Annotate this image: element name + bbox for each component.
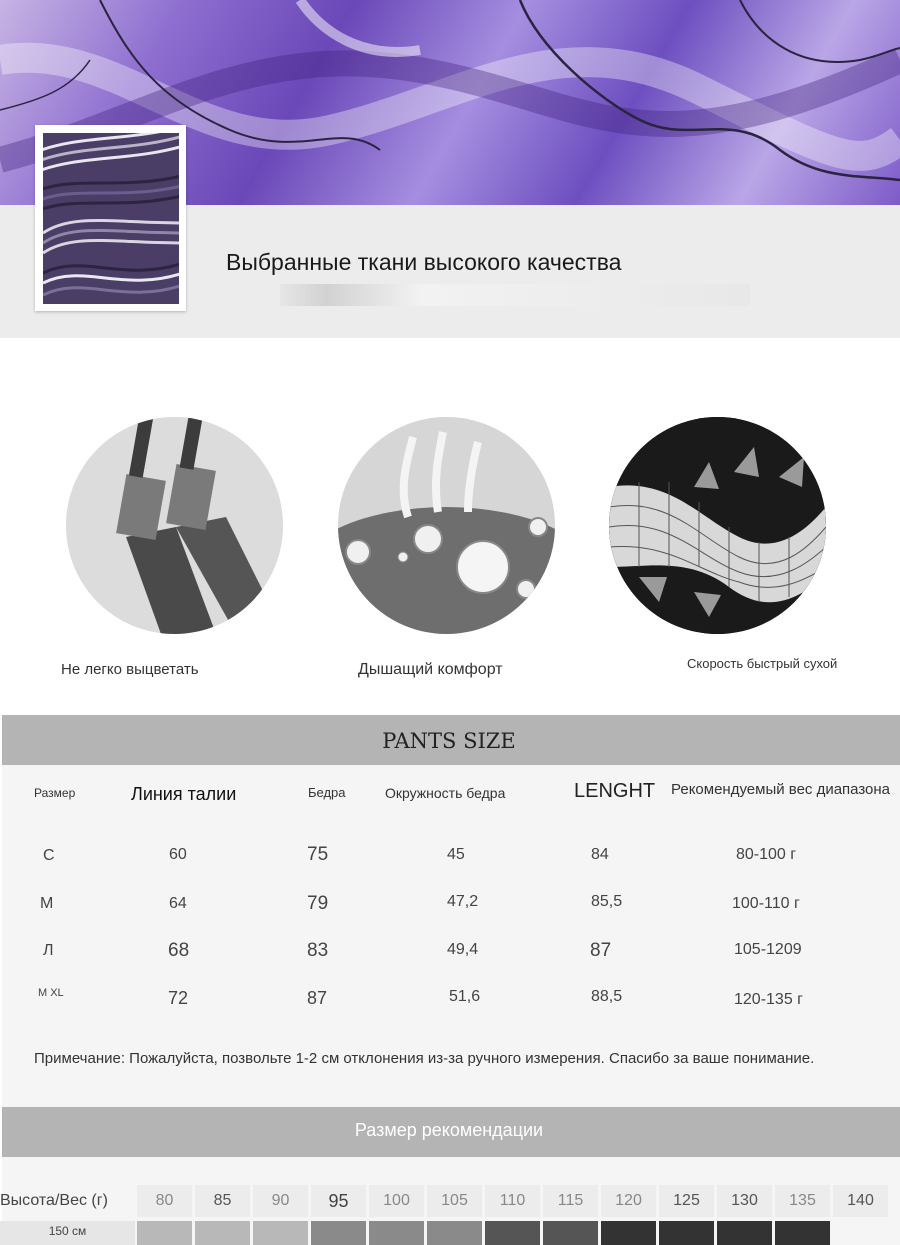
- hips-cell: 87: [307, 988, 328, 1008]
- size-fill-cell: [311, 1221, 366, 1245]
- caption-underline: [280, 284, 750, 306]
- weight-column-header: 120: [601, 1185, 656, 1217]
- size-fill-cell: [485, 1221, 540, 1245]
- length-cell: 88,5: [591, 988, 623, 1005]
- water-droplet-icon: [338, 417, 555, 634]
- waist-cell: 60: [169, 846, 187, 863]
- weight-cell: 100-110 г: [732, 895, 800, 912]
- size-cell: M XL: [38, 987, 64, 999]
- col-header-hips: Бедра: [308, 785, 346, 800]
- weight-column-header: 135: [775, 1185, 830, 1217]
- weight-column-header: 90: [253, 1185, 308, 1217]
- length-cell: 87: [590, 940, 612, 961]
- size-fill-cell: [543, 1221, 598, 1245]
- grid-row-header: Высота/Вес (г): [0, 1192, 108, 1209]
- size-table-title: PANTS SIZE: [382, 729, 516, 753]
- size-fill-cell: [137, 1221, 192, 1245]
- thigh-cell: 51,6: [449, 988, 481, 1005]
- fabric-swatch-image: [43, 133, 179, 304]
- size-fill-cell: [195, 1221, 250, 1245]
- size-fill-cell: [369, 1221, 424, 1245]
- weight-cell: 105-1209: [734, 941, 802, 958]
- weight-column-header: 80: [137, 1185, 192, 1217]
- length-cell: 85,5: [591, 893, 623, 910]
- length-cell: 84: [591, 846, 609, 863]
- weight-column-header: 85: [195, 1185, 250, 1217]
- size-fill-cell: [601, 1221, 656, 1245]
- weight-column-header: 130: [717, 1185, 772, 1217]
- waist-cell: 72: [168, 988, 189, 1008]
- hips-cell: 75: [307, 844, 329, 865]
- weight-column-header: 100: [369, 1185, 424, 1217]
- weight-column-header: 105: [427, 1185, 482, 1217]
- quick-dry-mesh-icon: [609, 417, 826, 634]
- col-header-waist: Линия талии: [131, 784, 237, 804]
- col-header-weight: Рекомендуемый вес диапазона: [671, 781, 891, 798]
- waist-cell: 64: [169, 895, 187, 912]
- weight-cell: 80-100 г: [736, 846, 797, 863]
- weight-column-header: 125: [659, 1185, 714, 1217]
- hips-cell: 79: [307, 893, 329, 914]
- size-fill-cell: [833, 1221, 888, 1245]
- size-cell: С: [43, 847, 55, 864]
- size-fill-cell: [253, 1221, 308, 1245]
- size-fill-cell: [775, 1221, 830, 1245]
- col-header-size: Размер: [34, 786, 76, 800]
- col-header-length: LENGHT: [574, 780, 656, 802]
- feature-label-breathable: Дышащий комфорт: [358, 661, 503, 678]
- size-fill-cell: [717, 1221, 772, 1245]
- feature-label-fade: Не легко выцветать: [61, 661, 199, 678]
- weight-column-header: 95: [311, 1185, 366, 1217]
- hips-cell: 83: [307, 940, 329, 961]
- weight-column-header: 115: [543, 1185, 598, 1217]
- measurement-note: Примечание: Пожалуйста, позвольте 1-2 см отклонения из-за ручного измерения. Спасибо за ваше понимание.: [34, 1050, 815, 1067]
- weight-column-header: 110: [485, 1185, 540, 1217]
- paintbrush-icon: [66, 417, 283, 634]
- hero-title: Выбранные ткани высокого качества: [226, 249, 622, 275]
- size-cell: Л: [43, 942, 54, 959]
- thigh-cell: 45: [447, 846, 465, 863]
- size-cell: М: [40, 895, 54, 912]
- waist-cell: 68: [168, 940, 190, 961]
- size-fill-cell: [427, 1221, 482, 1245]
- thigh-cell: 49,4: [447, 941, 479, 958]
- weight-column-header: 140: [833, 1185, 888, 1217]
- size-fill-cell: [659, 1221, 714, 1245]
- grid-height-label: 150 см: [0, 1221, 135, 1245]
- thigh-cell: 47,2: [447, 893, 479, 910]
- weight-cell: 120-135 г: [734, 991, 803, 1008]
- feature-label-quick-dry: Скорость быстрый сухой: [687, 656, 838, 671]
- col-header-thigh: Окружность бедра: [385, 785, 506, 801]
- recommendation-title: Размер рекомендации: [354, 1120, 544, 1140]
